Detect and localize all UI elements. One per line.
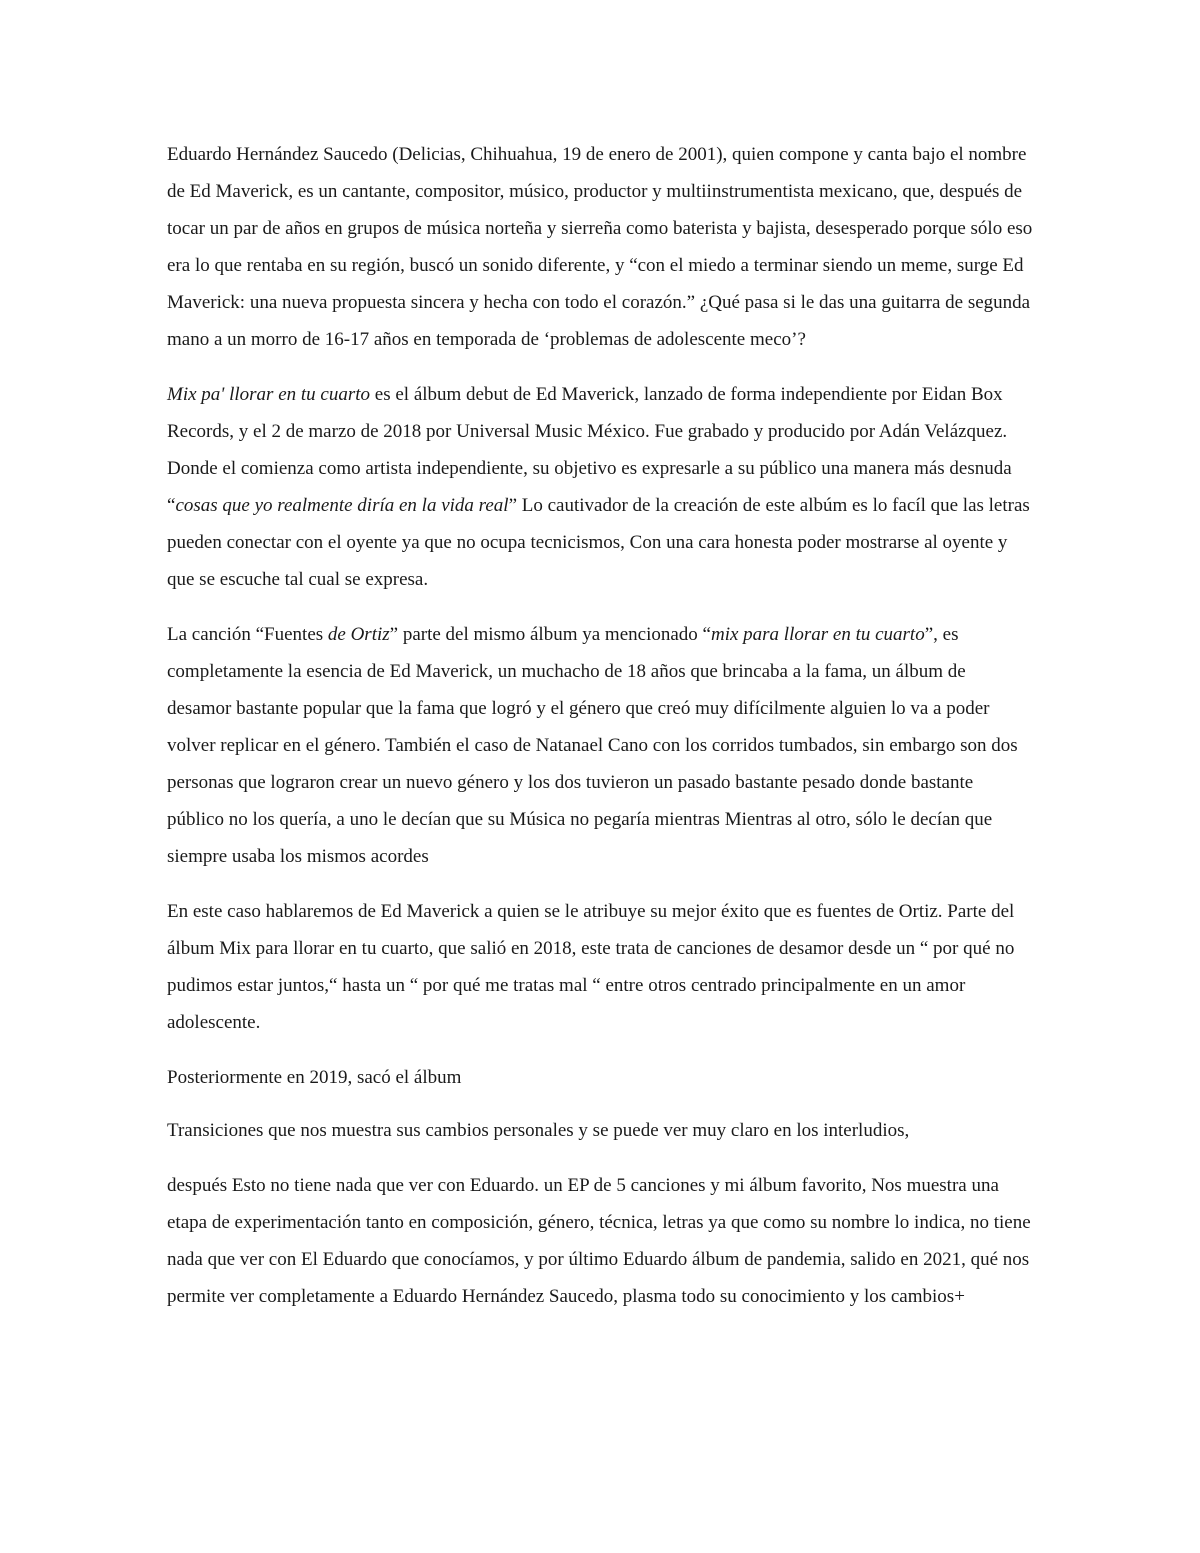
document-body	[167, 136, 1033, 1333]
song-title-italic: de Ortiz	[327, 624, 390, 645]
album-title-italic: mix para llorar en tu cuarto	[710, 624, 925, 645]
paragraph-text: La canción “Fuentes	[167, 624, 328, 645]
paragraph-later-albums: después Esto no tiene nada que ver con Eduardo. un EP de 5 canciones y mi álbum favorito, Nos muestra una etapa de experimentación tanto en composición, género, técnica, letras ya que como su nombre lo indica, no tiene nada que ver con El Eduardo que conocíamos, y por último Eduardo álbum de pandemia, salido en 2021, qué nos permite ver completamente a Eduardo Hernández Saucedo, plasma todo su conocimiento y los cambios+	[167, 1175, 1031, 1307]
paragraph-album-debut	[167, 376, 1033, 598]
paragraph-text: es el álbum debut de Ed Maverick, lanzado de forma independiente por Eidan Box Records, y el 2 de marzo de 2018 por Universal Music México. Fue grabado y producido por Adán Velázquez. Donde el comienza como artista independiente, su objetivo es expresarle a su público una manera más desnuda “	[167, 384, 1012, 516]
album-title-italic: Mix pa' llorar en tu cuarto	[167, 384, 371, 405]
paragraph-text: ” parte del mismo álbum ya mencionado “	[389, 624, 711, 645]
paragraph-fuentes-de-ortiz	[167, 616, 1033, 875]
paragraph-this-case: En este caso hablaremos de Ed Maverick a quien se le atribuye su mejor éxito que es fuentes de Ortiz. Parte del álbum Mix para llorar en tu cuarto, que salió en 2018, este trata de canciones de desamor desde un “ por qué no pudimos estar juntos,“ hasta un “ por qué me tratas mal “ entre otros centrado principalmente en un amor adolescente.	[167, 901, 1015, 1033]
paragraph-text: ”, es completamente la esencia de Ed Maverick, un muchacho de 18 años que brincaba a la fama, un álbum de desamor bastante popular que la fama que logró y el género que creó muy difícilmente alguien lo va a poder volver replicar en el género. También el caso de Natanael Cano con los corridos tumbados, sin embargo son dos personas que lograron crear un nuevo género y los dos tuvieron un pasado bastante pesado donde bastante público no los quería, a uno le decían que su Música no pegaría mientras Mientras al otro, sólo le decían que siempre usaba los mismos acordes	[167, 624, 1018, 867]
paragraph-text: ” Lo cautivador de la creación de este albúm es lo facíl que las letras pueden conectar con el oyente ya que no ocupa tecnicismos, Con una cara honesta poder mostrarse al oyente y que se escuche tal cual se expresa.	[167, 495, 1030, 590]
quote-italic: cosas que yo realmente diría en la vida real	[175, 495, 509, 516]
paragraph-intro: Eduardo Hernández Saucedo (Delicias, Chihuahua, 19 de enero de 2001), quien compone y canta bajo el nombre de Ed Maverick, es un cantante, compositor, músico, productor y multiinstrumentista mexicano, que, después de tocar un par de años en grupos de música norteña y sierreña como baterista y bajista, desesperado porque sólo eso era lo que rentaba en su región, buscó un sonido diferente, y “con el miedo a terminar siendo un meme, surge Ed Maverick: una nueva propuesta sincera y hecha con todo el corazón.” ¿Qué pasa si le das una guitarra de segunda mano a un morro de 16-17 años en temporada de ‘problemas de adolescente meco’?	[167, 144, 1033, 350]
paragraph-transiciones: Transiciones que nos muestra sus cambios personales y se puede ver muy claro en los interludios,	[167, 1120, 910, 1141]
paragraph-2019: Posteriormente en 2019, sacó el álbum	[167, 1067, 462, 1088]
